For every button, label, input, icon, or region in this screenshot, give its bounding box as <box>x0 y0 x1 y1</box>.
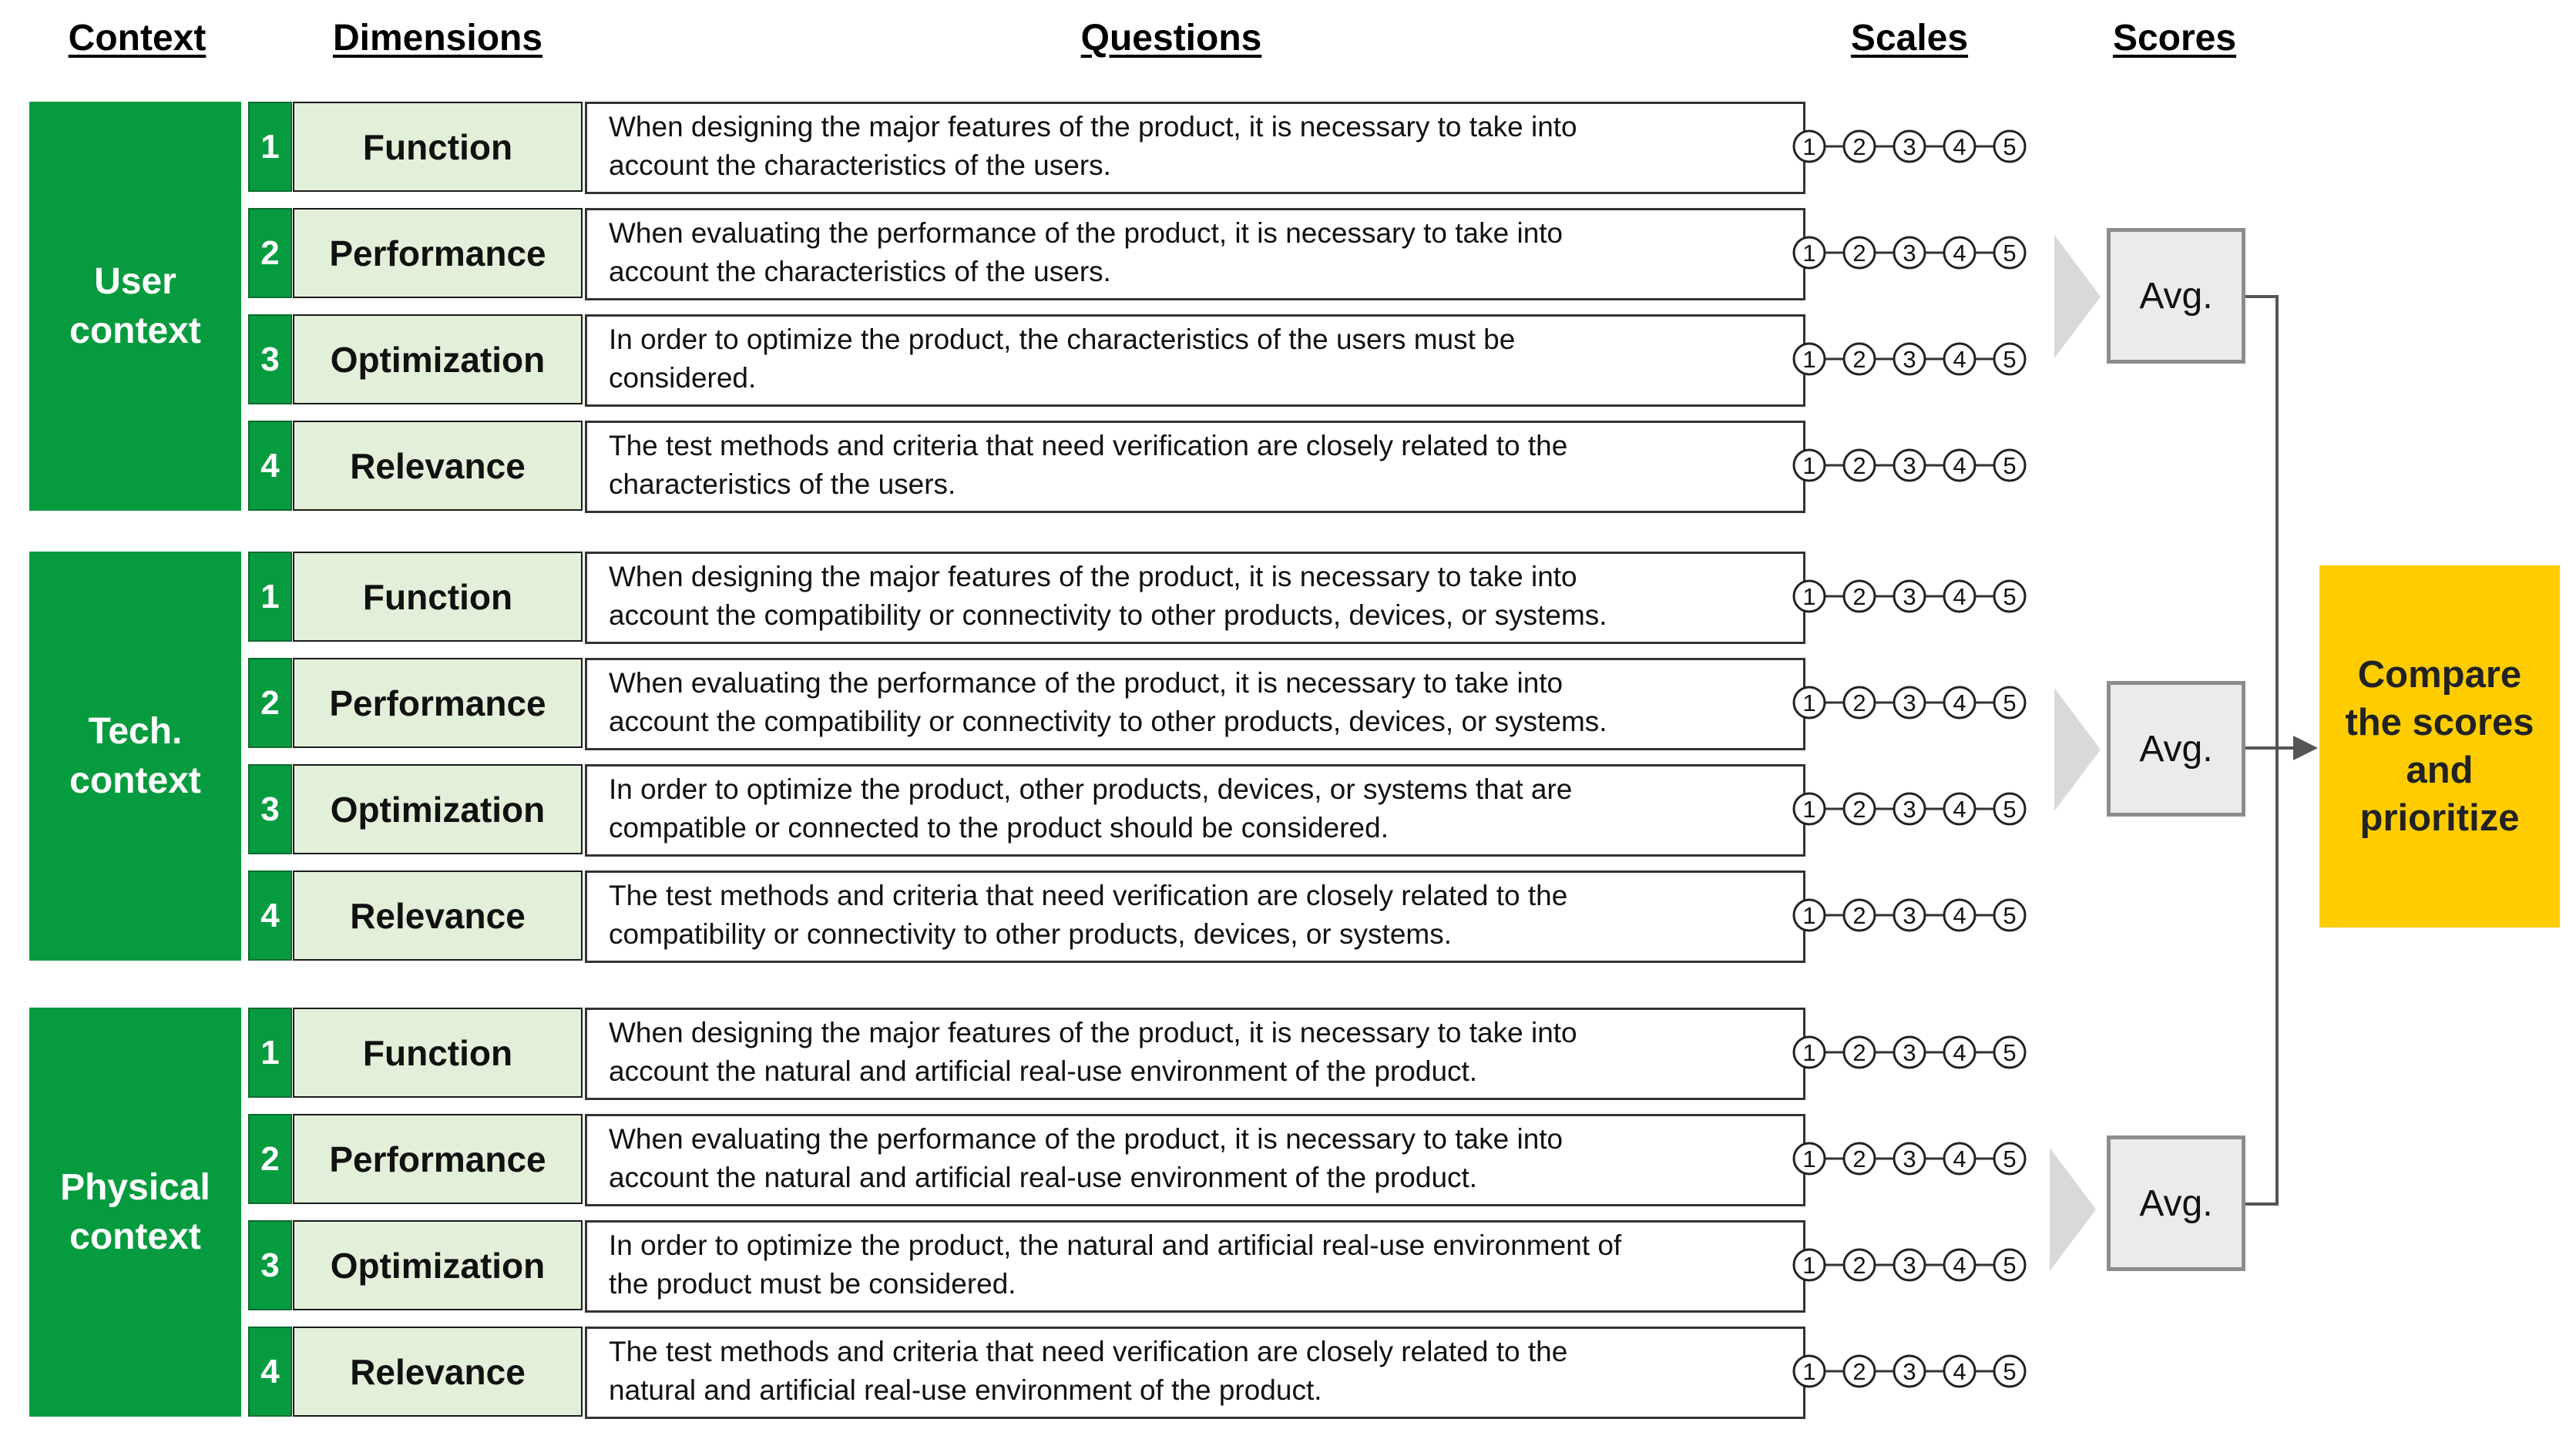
scale-option-label: 2 <box>1852 452 1866 479</box>
question-text <box>585 208 1805 300</box>
scale-option-label: 5 <box>2003 583 2017 610</box>
header-dimensions: Dimensions <box>332 18 543 59</box>
question-text <box>585 1114 1805 1206</box>
question-row <box>0 102 2576 192</box>
rating-scale <box>1792 444 2027 487</box>
question-line: compatibility or connectivity to other products, devices, or systems. <box>609 918 1452 950</box>
question-line: When evaluating the performance of the product, it is necessary to take into <box>609 217 1563 249</box>
question-text <box>585 1220 1805 1313</box>
scale-option-label: 5 <box>2003 1358 2017 1385</box>
scale-option-label: 1 <box>1802 452 1816 479</box>
header-questions: Questions <box>1080 18 1262 59</box>
scale-option-label: 5 <box>2003 796 2017 823</box>
dimension-number: 2 <box>248 658 292 748</box>
scale-option-label: 1 <box>1802 1358 1816 1385</box>
rating-scale-graphic <box>1792 1350 2027 1393</box>
rating-scale <box>1792 231 2027 274</box>
scale-option-label: 4 <box>1953 452 1966 479</box>
question-line: When designing the major features of the product, it is necessary to take into <box>609 111 1577 143</box>
question-line: considered. <box>609 362 757 394</box>
scale-option-label: 3 <box>1903 1358 1916 1385</box>
scale-option-label: 3 <box>1903 902 1916 929</box>
rating-scale-graphic <box>1792 1243 2027 1286</box>
question-line: natural and artificial real-use environment of the product. <box>609 1374 1322 1406</box>
question-line: The test methods and criteria that need verification are closely related to the <box>609 430 1568 461</box>
dimension-label: Optimization <box>293 1220 583 1310</box>
scale-option-label: 4 <box>1953 902 1966 929</box>
question-line: In order to optimize the product, other products, devices, or systems that are <box>609 773 1573 805</box>
question-text <box>585 552 1805 644</box>
scale-option-label: 3 <box>1903 346 1916 373</box>
question-row <box>0 552 2576 642</box>
scale-option-label: 2 <box>1852 689 1866 716</box>
dimension-number: 4 <box>248 870 292 961</box>
question-text <box>585 314 1805 407</box>
scale-option-label: 5 <box>2003 346 2017 373</box>
chevron-arrow-icon <box>2054 235 2101 358</box>
question-text <box>585 1327 1805 1419</box>
avg-score-user: Avg. <box>2107 228 2245 364</box>
question-row <box>0 1008 2576 1098</box>
dimension-number: 3 <box>248 764 292 854</box>
scale-option-label: 1 <box>1802 346 1816 373</box>
scale-option-label: 5 <box>2003 133 2017 160</box>
question-row <box>0 1327 2576 1417</box>
scale-option-label: 2 <box>1852 346 1866 373</box>
dimension-label: Performance <box>293 208 583 298</box>
scale-option-label: 5 <box>2003 240 2017 267</box>
scale-option-label: 4 <box>1953 346 1966 373</box>
dimension-label: Optimization <box>293 314 583 404</box>
context-label: Physical context <box>60 1166 210 1257</box>
question-line: When designing the major features of the product, it is necessary to take into <box>609 561 1577 592</box>
scale-option-label: 1 <box>1802 133 1816 160</box>
scale-option-label: 4 <box>1953 689 1966 716</box>
dimension-number: 1 <box>248 1008 292 1098</box>
question-line: The test methods and criteria that need verification are closely related to the <box>609 880 1568 911</box>
scale-option-label: 5 <box>2003 902 2017 929</box>
question-row <box>0 421 2576 511</box>
rating-scale-graphic <box>1792 125 2027 168</box>
scale-option-label: 4 <box>1953 133 1966 160</box>
header-context: Context <box>68 18 207 59</box>
question-line: compatible or connected to the product should be considered. <box>609 812 1389 844</box>
scale-option-label: 2 <box>1852 902 1866 929</box>
scale-option-label: 1 <box>1802 902 1816 929</box>
question-line: When evaluating the performance of the product, it is necessary to take into <box>609 667 1563 699</box>
rating-scale-graphic <box>1792 575 2027 618</box>
question-row <box>0 870 2576 961</box>
scale-option-label: 3 <box>1903 689 1916 716</box>
rating-scale-graphic <box>1792 681 2027 724</box>
question-text <box>585 870 1805 963</box>
rating-scale <box>1792 125 2027 168</box>
question-text <box>585 1008 1805 1100</box>
scale-option-label: 1 <box>1802 689 1816 716</box>
question-text <box>585 658 1805 750</box>
rating-scale <box>1792 1137 2027 1180</box>
rating-scale <box>1792 894 2027 937</box>
scale-option-label: 3 <box>1903 1039 1916 1066</box>
header-scales: Scales <box>1850 18 1969 59</box>
question-line: characteristics of the users. <box>609 468 956 500</box>
question-line: account the natural and artificial real-use environment of the product. <box>609 1055 1478 1087</box>
dimension-number: 1 <box>248 552 292 642</box>
question-line: the product must be considered. <box>609 1268 1016 1300</box>
scale-option-label: 1 <box>1802 1252 1816 1279</box>
dimension-label: Relevance <box>293 421 583 511</box>
scale-option-label: 5 <box>2003 1039 2017 1066</box>
dimension-label: Performance <box>293 658 583 748</box>
rating-scale-graphic <box>1792 787 2027 830</box>
rating-scale-graphic <box>1792 1031 2027 1074</box>
scale-option-label: 2 <box>1852 1358 1866 1385</box>
rating-scale <box>1792 1243 2027 1286</box>
chevron-arrow-icon <box>2054 688 2101 811</box>
scale-option-label: 3 <box>1903 796 1916 823</box>
scale-option-label: 2 <box>1852 1252 1866 1279</box>
question-line: account the compatibility or connectivity to other products, devices, or systems. <box>609 599 1607 631</box>
rating-scale-graphic <box>1792 1137 2027 1180</box>
dimension-number: 4 <box>248 1327 292 1417</box>
scale-option-label: 3 <box>1903 1145 1916 1172</box>
dimension-label: Relevance <box>293 1327 583 1417</box>
rating-scale-graphic <box>1792 337 2027 381</box>
question-text <box>585 764 1805 857</box>
dimension-label: Optimization <box>293 764 583 854</box>
compare-prioritize-box: Compare the scores and prioritize <box>2319 565 2560 927</box>
dimension-number: 4 <box>248 421 292 511</box>
dimension-label: Function <box>293 1008 583 1098</box>
rating-scale-graphic <box>1792 231 2027 274</box>
dimension-number: 3 <box>248 1220 292 1310</box>
scale-option-label: 2 <box>1852 240 1866 267</box>
rating-scale <box>1792 575 2027 618</box>
dimension-label: Function <box>293 552 583 642</box>
scale-option-label: 1 <box>1802 583 1816 610</box>
rating-scale <box>1792 1031 2027 1074</box>
question-line: When designing the major features of the product, it is necessary to take into <box>609 1017 1577 1048</box>
scale-option-label: 4 <box>1953 240 1966 267</box>
context-label: Tech. context <box>69 710 201 801</box>
scale-option-label: 1 <box>1802 1145 1816 1172</box>
scale-option-label: 1 <box>1802 240 1816 267</box>
question-line: In order to optimize the product, the natural and artificial real-use environment of <box>609 1229 1622 1261</box>
rating-scale <box>1792 337 2027 381</box>
rating-scale-graphic <box>1792 444 2027 487</box>
scale-option-label: 3 <box>1903 583 1916 610</box>
scale-option-label: 4 <box>1953 1358 1966 1385</box>
question-line: account the compatibility or connectivity to other products, devices, or systems. <box>609 706 1607 737</box>
rating-scale <box>1792 787 2027 830</box>
context-label: User context <box>69 260 201 351</box>
dimension-label: Function <box>293 102 583 192</box>
question-text <box>585 102 1805 194</box>
question-line: When evaluating the performance of the product, it is necessary to take into <box>609 1123 1563 1155</box>
dimension-number: 3 <box>248 314 292 404</box>
dimension-number: 2 <box>248 208 292 298</box>
scale-option-label: 5 <box>2003 1145 2017 1172</box>
scale-option-label: 5 <box>2003 452 2017 479</box>
scale-option-label: 4 <box>1953 796 1966 823</box>
scale-option-label: 2 <box>1852 133 1866 160</box>
question-text <box>585 421 1805 513</box>
dimension-number: 1 <box>248 102 292 192</box>
question-line: account the natural and artificial real-use environment of the product. <box>609 1162 1478 1193</box>
scale-option-label: 2 <box>1852 1145 1866 1172</box>
dimension-label: Relevance <box>293 870 583 961</box>
chevron-arrow-icon <box>2050 1148 2096 1271</box>
scale-option-label: 4 <box>1953 1252 1966 1279</box>
scale-option-label: 4 <box>1953 1145 1966 1172</box>
question-line: In order to optimize the product, the characteristics of the users must be <box>609 324 1516 355</box>
rating-scale <box>1792 681 2027 724</box>
question-line: account the characteristics of the users. <box>609 256 1111 287</box>
dimension-number: 2 <box>248 1114 292 1204</box>
scale-option-label: 4 <box>1953 1039 1966 1066</box>
header-scores: Scores <box>2112 18 2237 59</box>
question-line: account the characteristics of the users. <box>609 149 1111 181</box>
scale-option-label: 3 <box>1903 240 1916 267</box>
avg-score-tech: Avg. <box>2107 681 2245 817</box>
scale-option-label: 1 <box>1802 796 1816 823</box>
rating-scale <box>1792 1350 2027 1393</box>
scale-option-label: 1 <box>1802 1039 1816 1066</box>
avg-score-physical: Avg. <box>2107 1135 2245 1271</box>
scale-option-label: 3 <box>1903 1252 1916 1279</box>
scale-option-label: 3 <box>1903 133 1916 160</box>
scale-option-label: 5 <box>2003 1252 2017 1279</box>
question-line: The test methods and criteria that need verification are closely related to the <box>609 1336 1568 1367</box>
scale-option-label: 2 <box>1852 1039 1866 1066</box>
rating-scale-graphic <box>1792 894 2027 937</box>
dimension-label: Performance <box>293 1114 583 1204</box>
scale-option-label: 4 <box>1953 583 1966 610</box>
scale-option-label: 3 <box>1903 452 1916 479</box>
scale-option-label: 2 <box>1852 796 1866 823</box>
scale-option-label: 2 <box>1852 583 1866 610</box>
scale-option-label: 5 <box>2003 689 2017 716</box>
